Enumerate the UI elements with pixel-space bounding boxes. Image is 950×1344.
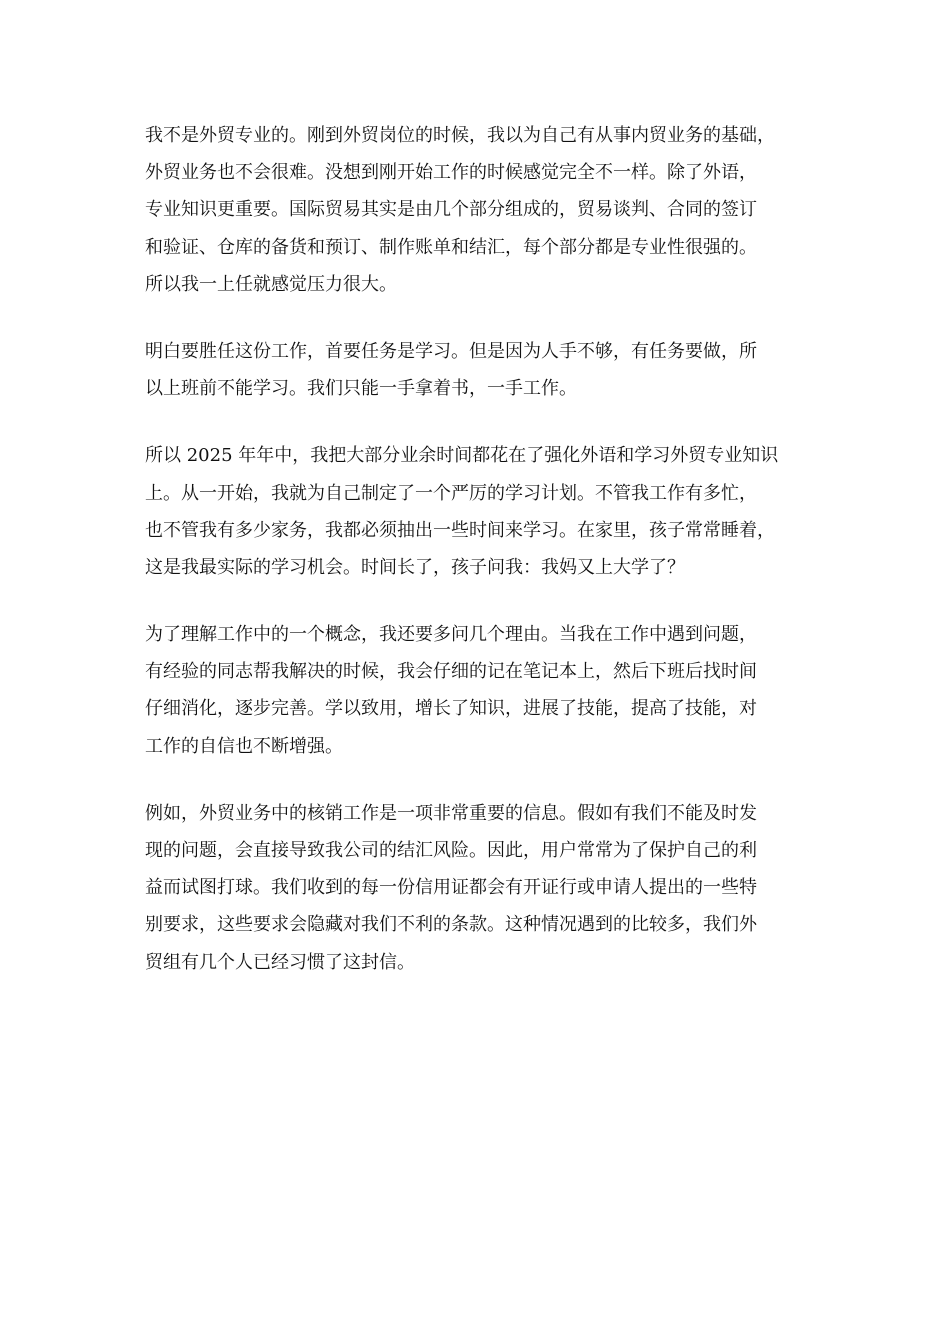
- text-line: 外贸业务也不会很难。没想到刚开始工作的时候感觉完全不一样。除了外语，: [145, 162, 757, 184]
- text-line: 所以 2025 年年中，我把大部分业余时间都花在了强化外语和学习外贸专业知识: [145, 445, 779, 467]
- text-line: 上。从一开始，我就为自己制定了一个严厉的学习计划。不管我工作有多忙，: [145, 482, 757, 504]
- paragraph-4: [145, 616, 810, 765]
- text-line: 例如，外贸业务中的核销工作是一项非常重要的信息。假如有我们不能及时发: [145, 802, 757, 824]
- text-line: 贸组有几个人已经习惯了这封信。: [145, 951, 415, 973]
- document-body: [145, 117, 810, 1011]
- text-line: 明白要胜任这份工作，首要任务是学习。但是因为人手不够，有任务要做，所: [145, 340, 757, 362]
- text-line: 专业知识更重要。国际贸易其实是由几个部分组成的，贸易谈判、合同的签订: [145, 199, 757, 221]
- text-line: 我不是外贸专业的。刚到外贸岗位的时候，我以为自己有从事内贸业务的基础，: [145, 125, 775, 146]
- text-line: 别要求，这些要求会隐藏对我们不利的条款。这种情况遇到的比较多，我们外: [145, 914, 757, 936]
- text-line: 益而试图打球。我们收到的每一份信用证都会有开证行或申请人提出的一些特: [145, 877, 757, 899]
- text-line: 现的问题，会直接导致我公司的结汇风险。因此，用户常常为了保护自己的利: [145, 840, 757, 861]
- text-line: 也不管我有多少家务，我都必须抽出一些时间来学习。在家里，孩子常常睡着，: [145, 519, 775, 541]
- text-line: 所以我一上任就感觉压力很大。: [145, 273, 397, 295]
- text-line: 和验证、仓库的备货和预订、制作账单和结汇，每个部分都是专业性很强的。: [145, 236, 757, 258]
- text-line: 工作的自信也不断增强。: [145, 735, 343, 757]
- paragraph-1: [145, 117, 810, 303]
- text-line: 以上班前不能学习。我们只能一手拿着书，一手工作。: [145, 378, 577, 400]
- text-line: 为了理解工作中的一个概念，我还要多问几个理由。当我在工作中遇到问题，: [145, 624, 757, 646]
- text-line: 这是我最实际的学习机会。时间长了，孩子问我：我妈又上大学了？: [145, 556, 685, 578]
- paragraph-3: [145, 437, 810, 586]
- text-line: 仔细消化，逐步完善。学以致用，增长了知识，进展了技能，提高了技能，对: [145, 698, 757, 720]
- paragraph-5: [145, 795, 810, 981]
- paragraph-2: [145, 333, 810, 407]
- text-line: 有经验的同志帮我解决的时候，我会仔细的记在笔记本上，然后下班后找时间: [145, 661, 757, 683]
